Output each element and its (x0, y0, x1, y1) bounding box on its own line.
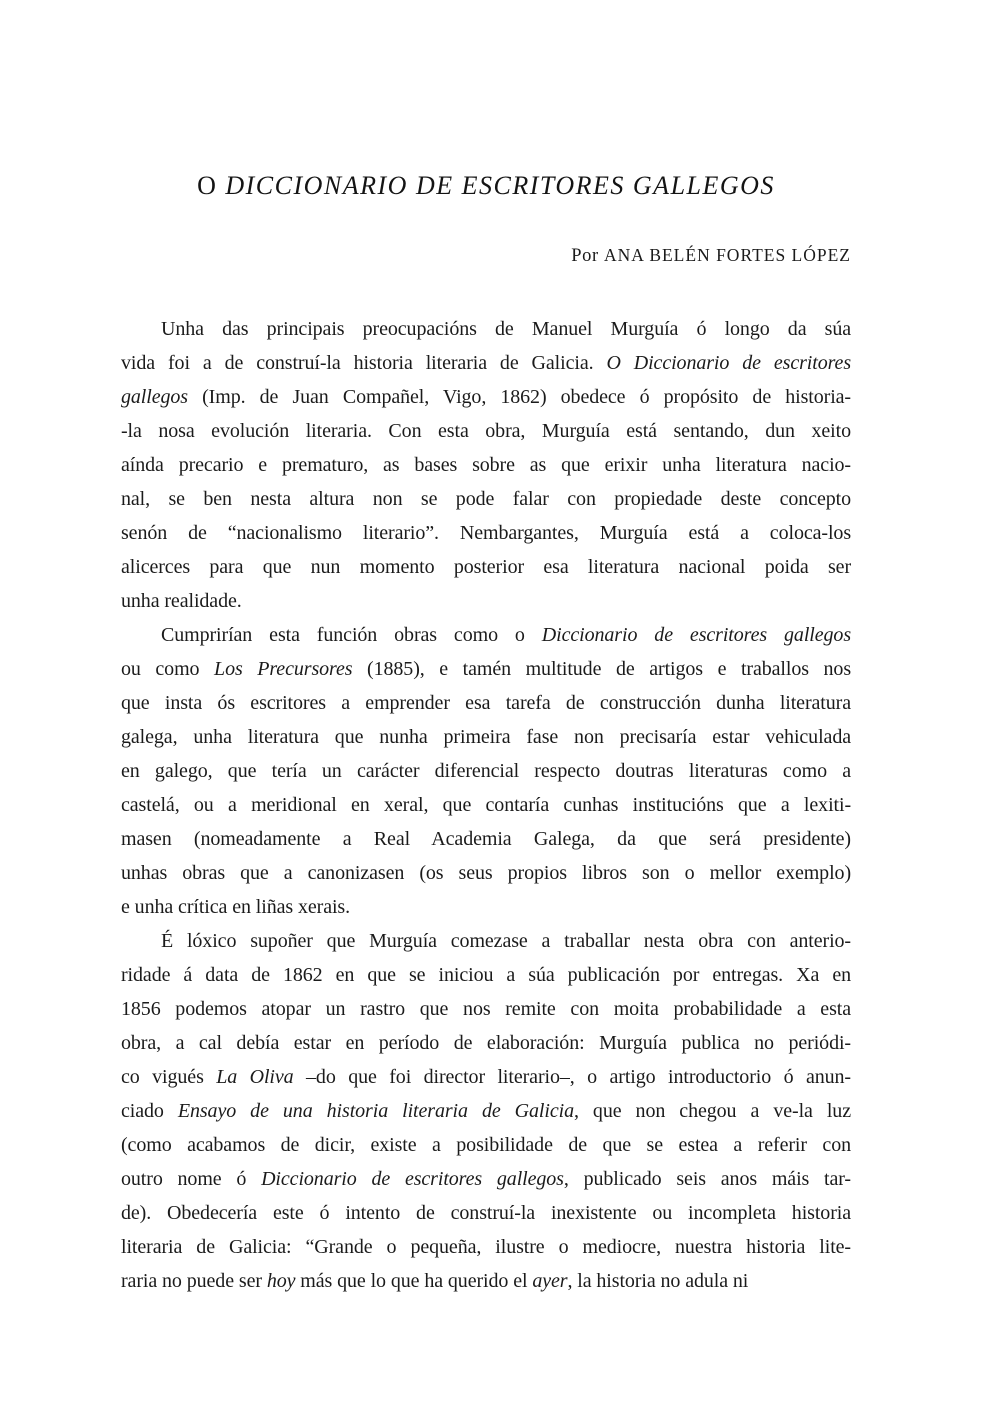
text-run: raria no puede ser (121, 1269, 267, 1292)
text-run: Ensayo de una historia literaria de Galicia (177, 1099, 574, 1122)
text-line (121, 822, 851, 856)
text-run: , la historia no adula ni (567, 1269, 749, 1292)
byline-author-name: ANA BELÉN FORTES LÓPEZ (604, 245, 851, 265)
text-line (121, 924, 851, 958)
text-run: Diccionario de escritores gallegos (261, 1167, 564, 1190)
text-line (121, 1162, 851, 1196)
text-run: aínda precario e prematuro, as bases sobre as que erixir unha literatura nacio- (121, 453, 851, 476)
text-run: en galego, que tería un carácter diferencial respecto doutras literaturas como a (121, 759, 851, 782)
text-run: e unha crítica en liñas xerais. (121, 895, 351, 918)
text-run: senón de “nacionalismo literario”. Nembargantes, Murguía está a coloca-los (121, 521, 851, 544)
text-line (121, 1128, 851, 1162)
text-run: de). Obedecería este ó intento de construí-la inexistente ou incompleta historia (121, 1201, 851, 1224)
text-run: Unha das principais preocupacións de Manuel Murguía ó longo da súa (161, 317, 851, 340)
article-title-main: DICCIONARIO DE ESCRITORES GALLEGOS (225, 171, 775, 200)
text-line (121, 720, 851, 754)
text-line (121, 958, 851, 992)
text-line (121, 584, 851, 618)
text-run: obra, a cal debía estar en período de elaboración: Murguía publica no periódi- (121, 1031, 851, 1054)
text-run: Cumprirían esta función obras como o (161, 623, 542, 646)
text-run: masen (nomeadamente a Real Academia Galega, da que será presidente) (121, 827, 851, 850)
text-line (121, 788, 851, 822)
text-run: castelá, ou a meridional en xeral, que contaría cunhas institucións que a lexiti- (121, 793, 851, 816)
text-line (121, 1060, 851, 1094)
text-line (121, 1196, 851, 1230)
text-run: literaria de Galicia: “Grande o pequeña, ilustre o mediocre, nuestra historia lite- (121, 1235, 851, 1258)
text-line (121, 686, 851, 720)
text-line (121, 550, 851, 584)
text-run: ayer (532, 1269, 568, 1292)
text-line (121, 380, 851, 414)
text-run: , publicado seis anos máis tar- (563, 1167, 851, 1190)
text-run: unhas obras que a canonizasen (os seus propios libros son o mellor exemplo) (121, 861, 851, 884)
text-run: 1856 podemos atopar un rastro que nos remite con moita probabilidade a esta (121, 997, 851, 1020)
body-text (121, 312, 851, 1298)
text-run: galega, unha literatura que nunha primeira fase non precisaría estar vehiculada (121, 725, 851, 748)
text-line (121, 754, 851, 788)
text-run: (1885), e tamén multitude de artigos e traballos nos (352, 657, 852, 680)
text-run: alicerces para que nun momento posterior esa literatura nacional poida ser (121, 555, 851, 578)
text-line (121, 448, 851, 482)
text-run: unha realidade. (121, 589, 242, 612)
text-run: -la nosa evolución literaria. Con esta obra, Murguía está sentando, dun xeito (121, 419, 851, 442)
article-title (121, 173, 851, 199)
text-run: –do que foi director literario–, o artigo introductorio ó anun- (293, 1065, 851, 1088)
byline (121, 247, 851, 266)
text-run: que insta ós escritores a emprender esa tarefa de construcción dunha literatura (121, 691, 851, 714)
text-run: É lóxico supoñer que Murguía comezase a traballar nesta obra con anterio- (161, 929, 851, 952)
text-line (121, 312, 851, 346)
text-line (121, 1264, 851, 1298)
page-content (121, 0, 851, 1298)
text-run: ciado (121, 1099, 178, 1122)
text-run: co vigués (121, 1065, 217, 1088)
text-run: ou como (121, 657, 215, 680)
text-line (121, 992, 851, 1026)
text-run: gallegos (121, 385, 188, 408)
text-run: ridade á data de 1862 en que se iniciou a súa publicación por entregas. Xa en (121, 963, 851, 986)
text-run: (Imp. de Juan Compañel, Vigo, 1862) obedece ó propósito de historia- (187, 385, 851, 408)
text-run: , que non chegou a ve-la luz (573, 1099, 851, 1122)
text-run: (como acabamos de dicir, existe a posibilidade de que se estea a referir con (121, 1133, 851, 1156)
text-line (121, 618, 851, 652)
text-line (121, 346, 851, 380)
text-line (121, 516, 851, 550)
text-run: nal, se ben nesta altura non se pode falar con propiedade deste concepto (121, 487, 851, 510)
byline-prefix: Por (571, 246, 604, 266)
text-run: O Diccionario de escritores (606, 351, 851, 374)
text-line (121, 890, 851, 924)
paragraph (121, 924, 851, 1298)
text-line (121, 482, 851, 516)
text-run: outro nome ó (121, 1167, 262, 1190)
article-title-prefix: O (197, 171, 226, 200)
text-line (121, 1094, 851, 1128)
text-run: Los Precursores (214, 657, 353, 680)
paragraph (121, 312, 851, 618)
text-line (121, 856, 851, 890)
paragraph (121, 618, 851, 924)
text-run: más que lo que ha querido el (295, 1269, 533, 1292)
text-run: vida foi a de construí-la historia literaria de Galicia. (121, 351, 607, 374)
text-line (121, 414, 851, 448)
text-line (121, 652, 851, 686)
text-line (121, 1230, 851, 1264)
text-run: hoy (266, 1269, 296, 1292)
text-run: La Oliva (216, 1065, 294, 1088)
text-line (121, 1026, 851, 1060)
text-run: Diccionario de escritores gallegos (541, 623, 851, 646)
